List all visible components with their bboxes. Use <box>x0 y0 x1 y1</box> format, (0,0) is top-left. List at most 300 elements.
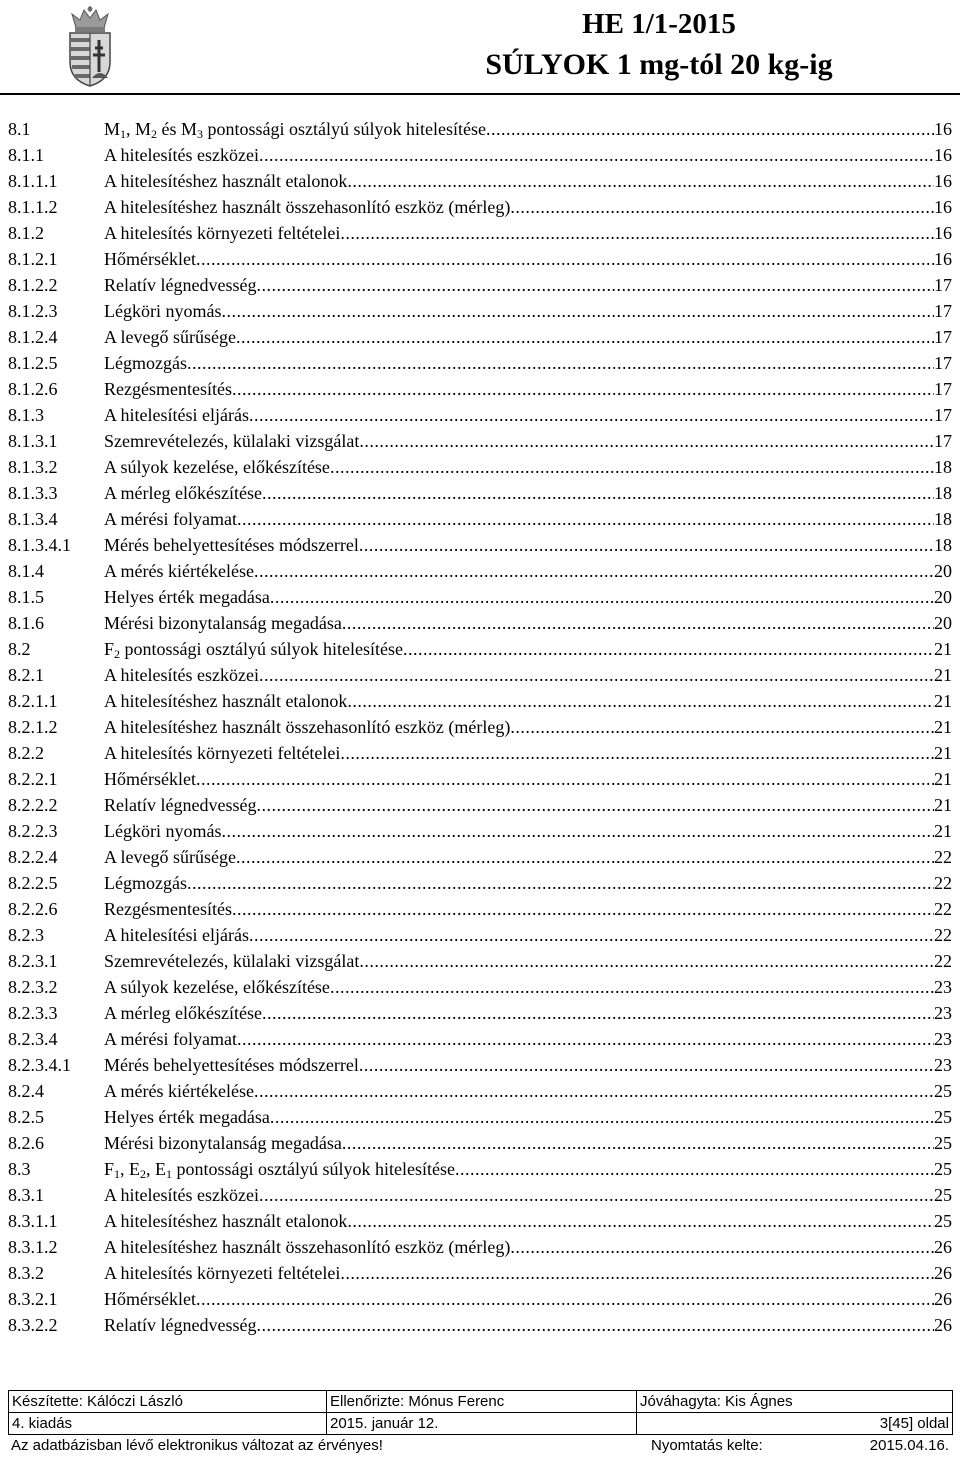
toc-entry-title: A hitelesítéshez használt összehasonlító eszköz (mérleg) <box>104 717 511 737</box>
toc-entry-page: 20 <box>934 613 952 633</box>
toc-entry-page: 21 <box>934 821 952 841</box>
toc-dot-leader <box>249 922 934 948</box>
toc-entry-line <box>104 116 952 142</box>
toc-entry-title: Szemrevételezés, külalaki vizsgálat <box>104 951 360 971</box>
toc-entry-page: 23 <box>934 977 952 997</box>
toc-entry-line <box>104 506 952 532</box>
toc-entry-line <box>104 402 952 428</box>
toc-entry-title: A hitelesítés eszközei <box>104 665 259 685</box>
toc-entry-line <box>104 1130 952 1156</box>
toc-entry-title: A hitelesítési eljárás <box>104 405 249 425</box>
toc-entry-page: 25 <box>934 1107 952 1127</box>
toc-dot-leader <box>196 766 934 792</box>
toc-entry-title <box>104 636 403 662</box>
prepared-by: Készítette: Kálóczi László <box>9 1391 327 1413</box>
toc-entry-page: 25 <box>934 1211 952 1231</box>
toc-dot-leader <box>187 870 934 896</box>
toc-dot-leader <box>254 558 934 584</box>
toc-entry-title <box>104 116 486 142</box>
toc-dot-leader <box>359 1052 934 1078</box>
toc-entry-line <box>104 1026 952 1052</box>
toc-entry-page: 21 <box>934 743 952 763</box>
toc-entry-line <box>104 1182 952 1208</box>
toc-entry-title: A hitelesítési eljárás <box>104 925 249 945</box>
toc-title-fragment: , E <box>146 1159 167 1179</box>
toc-entry-number: 8.3.2.2 <box>8 1315 58 1335</box>
toc-title-subscript: 2 <box>151 127 158 141</box>
toc-title-subscript: 3 <box>197 127 204 141</box>
toc-entry-number: 8.2.1.1 <box>8 691 58 711</box>
toc-entry-title: Szemrevételezés, külalaki vizsgálat <box>104 431 360 451</box>
toc-entry-number: 8.3 <box>8 1159 31 1179</box>
toc-entry-title: A hitelesítéshez használt összehasonlító eszköz (mérleg) <box>104 197 511 217</box>
toc-entry[interactable] <box>8 324 952 350</box>
toc-entry-title: A levegő sűrűsége <box>104 327 236 347</box>
toc-entry-page: 17 <box>934 327 952 347</box>
toc-dot-leader <box>270 584 934 610</box>
toc-dot-leader <box>262 480 934 506</box>
toc-entry-number: 8.1 <box>8 119 31 139</box>
toc-entry[interactable] <box>8 1078 952 1104</box>
toc-entry-number: 8.1.3.4 <box>8 509 58 529</box>
toc-entry[interactable] <box>8 1182 952 1208</box>
toc-entry-number: 8.1.2.1 <box>8 249 58 269</box>
toc-entry[interactable] <box>8 454 952 480</box>
toc-entry-number: 8.1.2.2 <box>8 275 58 295</box>
toc-entry[interactable] <box>8 246 952 272</box>
toc-entry-line <box>104 896 952 922</box>
toc-entry-page: 20 <box>934 561 952 581</box>
toc-entry-number: 8.1.1.2 <box>8 197 58 217</box>
toc-entry-title: A mérési folyamat <box>104 509 237 529</box>
toc-entry-title <box>104 1156 455 1182</box>
toc-entry-line <box>104 1104 952 1130</box>
toc-entry-number: 8.2.3.2 <box>8 977 58 997</box>
toc-title-subscript: 1 <box>114 1167 121 1181</box>
toc-entry-page: 16 <box>934 145 952 165</box>
page-number: 3[45] oldal <box>637 1413 953 1435</box>
toc-entry-number: 8.1.2.6 <box>8 379 58 399</box>
toc-entry-number: 8.2.3.1 <box>8 951 58 971</box>
toc-entry[interactable] <box>8 116 952 142</box>
toc-entry-number: 8.2.2.5 <box>8 873 58 893</box>
toc-entry-line <box>104 662 952 688</box>
toc-title-subscript: 1 <box>120 127 127 141</box>
toc-entry-page: 25 <box>934 1081 952 1101</box>
toc-dot-leader <box>256 272 934 298</box>
toc-entry-number: 8.2.2 <box>8 743 44 763</box>
toc-dot-leader <box>221 298 934 324</box>
toc-dot-leader <box>330 454 934 480</box>
toc-entry[interactable] <box>8 142 952 168</box>
toc-dot-leader <box>359 428 934 454</box>
toc-entry-number: 8.2.1.2 <box>8 717 58 737</box>
toc-entry-line <box>104 454 952 480</box>
toc-entry[interactable] <box>8 1052 952 1078</box>
toc-entry[interactable] <box>8 428 952 454</box>
toc-entry-line <box>104 948 952 974</box>
toc-entry-page: 22 <box>934 899 952 919</box>
toc-entry-number: 8.2.3.4.1 <box>8 1055 71 1075</box>
table-of-contents <box>8 116 952 1338</box>
toc-entry-page: 18 <box>934 457 952 477</box>
toc-entry-title: A hitelesítés eszközei <box>104 1185 259 1205</box>
document-header <box>0 0 960 95</box>
toc-entry[interactable] <box>8 298 952 324</box>
toc-title-subscript: 2 <box>114 647 121 661</box>
toc-dot-leader <box>359 532 934 558</box>
toc-entry-title: Mérés behelyettesítéses módszerrel <box>104 1055 359 1075</box>
toc-entry[interactable] <box>8 194 952 220</box>
toc-entry-page: 16 <box>934 171 952 191</box>
toc-dot-leader <box>262 1000 934 1026</box>
toc-dot-leader <box>340 1260 934 1286</box>
toc-entry-number: 8.1.1.1 <box>8 171 58 191</box>
toc-entry[interactable] <box>8 1000 952 1026</box>
toc-entry-title: A hitelesítéshez használt etalonok <box>104 1211 348 1231</box>
toc-entry[interactable] <box>8 844 952 870</box>
toc-entry[interactable] <box>8 532 952 558</box>
issue-date: 2015. január 12. <box>327 1413 637 1435</box>
toc-entry-title: A hitelesítés környezeti feltételei <box>104 1263 341 1283</box>
toc-entry[interactable] <box>8 1104 952 1130</box>
toc-dot-leader <box>187 350 934 376</box>
toc-entry-number: 8.2.2.3 <box>8 821 58 841</box>
toc-dot-leader <box>347 1208 934 1234</box>
toc-entry-number: 8.2 <box>8 639 31 659</box>
toc-entry-line <box>104 1078 952 1104</box>
toc-entry-page: 16 <box>934 223 952 243</box>
toc-dot-leader <box>347 688 934 714</box>
toc-dot-leader <box>221 818 934 844</box>
toc-entry-number: 8.2.3.3 <box>8 1003 58 1023</box>
toc-entry-title: A mérleg előkészítése <box>104 483 262 503</box>
toc-title-fragment: F <box>104 1159 115 1179</box>
toc-entry[interactable] <box>8 1156 952 1182</box>
toc-entry-page: 22 <box>934 951 952 971</box>
toc-entry[interactable] <box>8 558 952 584</box>
toc-entry-line <box>104 142 952 168</box>
toc-entry-title: Helyes érték megadása <box>104 1107 270 1127</box>
toc-entry-line <box>104 688 952 714</box>
toc-entry[interactable] <box>8 766 952 792</box>
toc-entry-number: 8.1.3.2 <box>8 457 58 477</box>
toc-dot-leader <box>455 1156 934 1182</box>
toc-entry-line <box>104 844 952 870</box>
toc-entry[interactable] <box>8 870 952 896</box>
toc-entry-line <box>104 766 952 792</box>
toc-entry-title: Rezgésmentesítés <box>104 899 232 919</box>
toc-entry[interactable] <box>8 636 952 662</box>
toc-entry-number: 8.3.2 <box>8 1263 44 1283</box>
toc-entry-page: 17 <box>934 431 952 451</box>
print-date-label: Nyomtatás kelte: <box>651 1437 763 1454</box>
toc-entry-line <box>104 1286 952 1312</box>
toc-entry-page: 21 <box>934 639 952 659</box>
toc-entry-line <box>104 1312 952 1338</box>
toc-entry-number: 8.1.6 <box>8 613 44 633</box>
toc-title-fragment: pontossági osztályú súlyok hitelesítése <box>203 119 486 139</box>
toc-entry[interactable] <box>8 740 952 766</box>
toc-entry-number: 8.1.2 <box>8 223 44 243</box>
toc-entry-page: 18 <box>934 483 952 503</box>
approved-by: Jóváhagyta: Kis Ágnes <box>637 1391 953 1413</box>
toc-entry-line <box>104 1234 952 1260</box>
toc-entry-title: A hitelesítés környezeti feltételei <box>104 743 341 763</box>
toc-entry-line <box>104 272 952 298</box>
toc-entry-line <box>104 714 952 740</box>
toc-dot-leader <box>347 168 934 194</box>
toc-dot-leader <box>237 506 934 532</box>
toc-entry-page: 22 <box>934 925 952 945</box>
toc-title-fragment: , E <box>120 1159 141 1179</box>
toc-entry-line <box>104 740 952 766</box>
toc-entry-number: 8.2.1 <box>8 665 44 685</box>
toc-entry-title: Légmozgás <box>104 353 187 373</box>
toc-title-subscript: 2 <box>140 1167 147 1181</box>
toc-entry[interactable] <box>8 584 952 610</box>
toc-entry[interactable] <box>8 402 952 428</box>
toc-entry-page: 22 <box>934 847 952 867</box>
toc-entry-title: A mérés kiértékelése <box>104 1081 254 1101</box>
toc-entry-line <box>104 870 952 896</box>
toc-entry-title: A mérleg előkészítése <box>104 1003 262 1023</box>
toc-dot-leader <box>249 402 934 428</box>
toc-entry-page: 21 <box>934 691 952 711</box>
toc-entry-page: 26 <box>934 1237 952 1257</box>
toc-entry[interactable] <box>8 896 952 922</box>
toc-entry-number: 8.1.5 <box>8 587 44 607</box>
toc-entry-title: Hőmérséklet <box>104 769 196 789</box>
toc-entry-line <box>104 1000 952 1026</box>
toc-entry-title: Hőmérséklet <box>104 1289 196 1309</box>
toc-entry-page: 17 <box>934 405 952 425</box>
toc-entry[interactable] <box>8 818 952 844</box>
toc-entry-number: 8.2.3 <box>8 925 44 945</box>
toc-dot-leader <box>330 974 934 1000</box>
toc-entry-line <box>104 610 952 636</box>
toc-entry-number: 8.2.2.1 <box>8 769 58 789</box>
toc-entry[interactable] <box>8 376 952 402</box>
print-date: 2015.04.16. <box>869 1437 949 1454</box>
toc-entry[interactable] <box>8 1208 952 1234</box>
toc-entry-title: A hitelesítés környezeti feltételei <box>104 223 341 243</box>
toc-entry-number: 8.3.1.2 <box>8 1237 58 1257</box>
toc-entry-title: A mérési folyamat <box>104 1029 237 1049</box>
toc-dot-leader <box>256 1312 934 1338</box>
toc-entry-number: 8.1.1 <box>8 145 44 165</box>
toc-dot-leader <box>232 896 934 922</box>
toc-entry-line <box>104 298 952 324</box>
toc-dot-leader <box>510 714 934 740</box>
toc-entry-number: 8.1.2.5 <box>8 353 58 373</box>
validity-note: Az adatbázisban lévő elektronikus változat az érvényes! <box>11 1437 383 1454</box>
toc-entry-line <box>104 584 952 610</box>
toc-entry-number: 8.2.2.2 <box>8 795 58 815</box>
toc-entry[interactable] <box>8 792 952 818</box>
header-divider <box>0 93 960 95</box>
toc-dot-leader <box>196 246 934 272</box>
toc-entry[interactable] <box>8 350 952 376</box>
toc-dot-leader <box>486 116 934 142</box>
toc-entry-line <box>104 220 952 246</box>
toc-entry[interactable] <box>8 506 952 532</box>
toc-entry-page: 26 <box>934 1263 952 1283</box>
toc-entry-title: A hitelesítéshez használt etalonok <box>104 691 348 711</box>
toc-entry[interactable] <box>8 1234 952 1260</box>
toc-entry-number: 8.1.3.3 <box>8 483 58 503</box>
edition: 4. kiadás <box>9 1413 327 1435</box>
toc-title-fragment: F <box>104 639 115 659</box>
toc-entry-line <box>104 246 952 272</box>
toc-entry-page: 25 <box>934 1185 952 1205</box>
toc-entry[interactable] <box>8 1312 952 1338</box>
toc-entry-number: 8.1.2.3 <box>8 301 58 321</box>
toc-entry[interactable] <box>8 688 952 714</box>
toc-dot-leader <box>270 1104 934 1130</box>
toc-entry-number: 8.3.1.1 <box>8 1211 58 1231</box>
toc-dot-leader <box>340 740 934 766</box>
toc-entry-line <box>104 194 952 220</box>
toc-entry-line <box>104 324 952 350</box>
toc-dot-leader <box>510 194 934 220</box>
toc-title-fragment: , M <box>126 119 152 139</box>
toc-entry[interactable] <box>8 272 952 298</box>
toc-entry-title: Mérési bizonytalanság megadása <box>104 613 342 633</box>
toc-entry-line <box>104 168 952 194</box>
toc-entry-number: 8.2.2.6 <box>8 899 58 919</box>
toc-entry-title: Hőmérséklet <box>104 249 196 269</box>
document-code: HE 1/1-2015 <box>582 8 736 40</box>
toc-entry-page: 21 <box>934 665 952 685</box>
toc-entry-title: Légköri nyomás <box>104 301 222 321</box>
toc-entry-line <box>104 974 952 1000</box>
toc-entry-page: 21 <box>934 717 952 737</box>
toc-entry[interactable] <box>8 480 952 506</box>
toc-entry-title: Rezgésmentesítés <box>104 379 232 399</box>
toc-dot-leader <box>403 636 934 662</box>
toc-entry-line <box>104 376 952 402</box>
toc-entry[interactable] <box>8 168 952 194</box>
toc-entry-line <box>104 792 952 818</box>
checked-by: Ellenőrizte: Mónus Ferenc <box>327 1391 637 1413</box>
toc-dot-leader <box>342 1130 934 1156</box>
toc-dot-leader <box>259 142 934 168</box>
toc-dot-leader <box>256 792 934 818</box>
toc-entry-title: A mérés kiértékelése <box>104 561 254 581</box>
toc-entry-page: 17 <box>934 301 952 321</box>
toc-entry-title: Légmozgás <box>104 873 187 893</box>
toc-dot-leader <box>236 844 934 870</box>
toc-entry-page: 20 <box>934 587 952 607</box>
toc-entry-line <box>104 1208 952 1234</box>
document-subject: SÚLYOK 1 mg-tól 20 kg-ig <box>485 48 833 81</box>
toc-entry-number: 8.1.2.4 <box>8 327 58 347</box>
toc-entry-title: A súlyok kezelése, előkészítése <box>104 457 330 477</box>
toc-entry-number: 8.1.3.4.1 <box>8 535 71 555</box>
document-footer <box>8 1390 952 1457</box>
toc-entry-page: 17 <box>934 379 952 399</box>
toc-entry-title: Légköri nyomás <box>104 821 222 841</box>
toc-entry[interactable] <box>8 714 952 740</box>
toc-entry-page: 25 <box>934 1133 952 1153</box>
toc-entry-title: Mérési bizonytalanság megadása <box>104 1133 342 1153</box>
toc-entry[interactable] <box>8 662 952 688</box>
toc-entry-line <box>104 636 952 662</box>
toc-entry-line <box>104 1260 952 1286</box>
toc-entry-line <box>104 350 952 376</box>
toc-dot-leader <box>510 1234 934 1260</box>
toc-dot-leader <box>340 220 934 246</box>
toc-entry-line <box>104 1156 952 1182</box>
toc-entry[interactable] <box>8 610 952 636</box>
hungarian-coat-of-arms-icon <box>62 6 118 88</box>
toc-entry-number: 8.3.1 <box>8 1185 44 1205</box>
toc-entry[interactable] <box>8 922 952 948</box>
toc-entry-page: 18 <box>934 509 952 529</box>
toc-entry-page: 26 <box>934 1289 952 1309</box>
toc-entry-page: 22 <box>934 873 952 893</box>
toc-entry-page: 26 <box>934 1315 952 1335</box>
toc-entry-page: 16 <box>934 197 952 217</box>
toc-entry-page: 16 <box>934 249 952 269</box>
toc-entry-number: 8.2.2.4 <box>8 847 58 867</box>
toc-entry-page: 23 <box>934 1055 952 1075</box>
toc-dot-leader <box>259 1182 934 1208</box>
toc-entry-title: A hitelesítés eszközei <box>104 145 259 165</box>
toc-title-fragment: pontossági osztályú súlyok hitelesítése <box>120 639 403 659</box>
toc-entry[interactable] <box>8 948 952 974</box>
toc-dot-leader <box>236 324 934 350</box>
toc-entry-line <box>104 428 952 454</box>
toc-dot-leader <box>196 1286 934 1312</box>
toc-entry[interactable] <box>8 1130 952 1156</box>
toc-entry-page: 21 <box>934 769 952 789</box>
toc-entry-title: Relatív légnedvesség <box>104 795 257 815</box>
toc-entry-line <box>104 818 952 844</box>
toc-entry-line <box>104 480 952 506</box>
toc-entry-title: Helyes érték megadása <box>104 587 270 607</box>
toc-entry-page: 23 <box>934 1029 952 1049</box>
toc-entry-number: 8.2.3.4 <box>8 1029 58 1049</box>
toc-entry-title: Relatív légnedvesség <box>104 1315 257 1335</box>
toc-entry-number: 8.3.2.1 <box>8 1289 58 1309</box>
toc-entry[interactable] <box>8 1286 952 1312</box>
toc-entry-title: Mérés behelyettesítéses módszerrel <box>104 535 359 555</box>
toc-entry-title: A hitelesítéshez használt etalonok <box>104 171 348 191</box>
toc-entry-page: 23 <box>934 1003 952 1023</box>
toc-entry-number: 8.2.6 <box>8 1133 44 1153</box>
toc-entry-number: 8.2.4 <box>8 1081 44 1101</box>
toc-entry-page: 17 <box>934 275 952 295</box>
toc-entry-page: 17 <box>934 353 952 373</box>
toc-entry-title: Relatív légnedvesség <box>104 275 257 295</box>
toc-entry-page: 25 <box>934 1159 952 1179</box>
toc-entry-title: A levegő sűrűsége <box>104 847 236 867</box>
toc-entry-page: 21 <box>934 795 952 815</box>
toc-entry-line <box>104 1052 952 1078</box>
toc-entry[interactable] <box>8 1026 952 1052</box>
toc-entry[interactable] <box>8 1260 952 1286</box>
toc-entry[interactable] <box>8 974 952 1000</box>
toc-title-subscript: 1 <box>166 1167 173 1181</box>
toc-dot-leader <box>237 1026 934 1052</box>
toc-entry-line <box>104 532 952 558</box>
toc-entry-line <box>104 558 952 584</box>
toc-dot-leader <box>259 662 934 688</box>
toc-entry[interactable] <box>8 220 952 246</box>
toc-entry-title: A hitelesítéshez használt összehasonlító eszköz (mérleg) <box>104 1237 511 1257</box>
